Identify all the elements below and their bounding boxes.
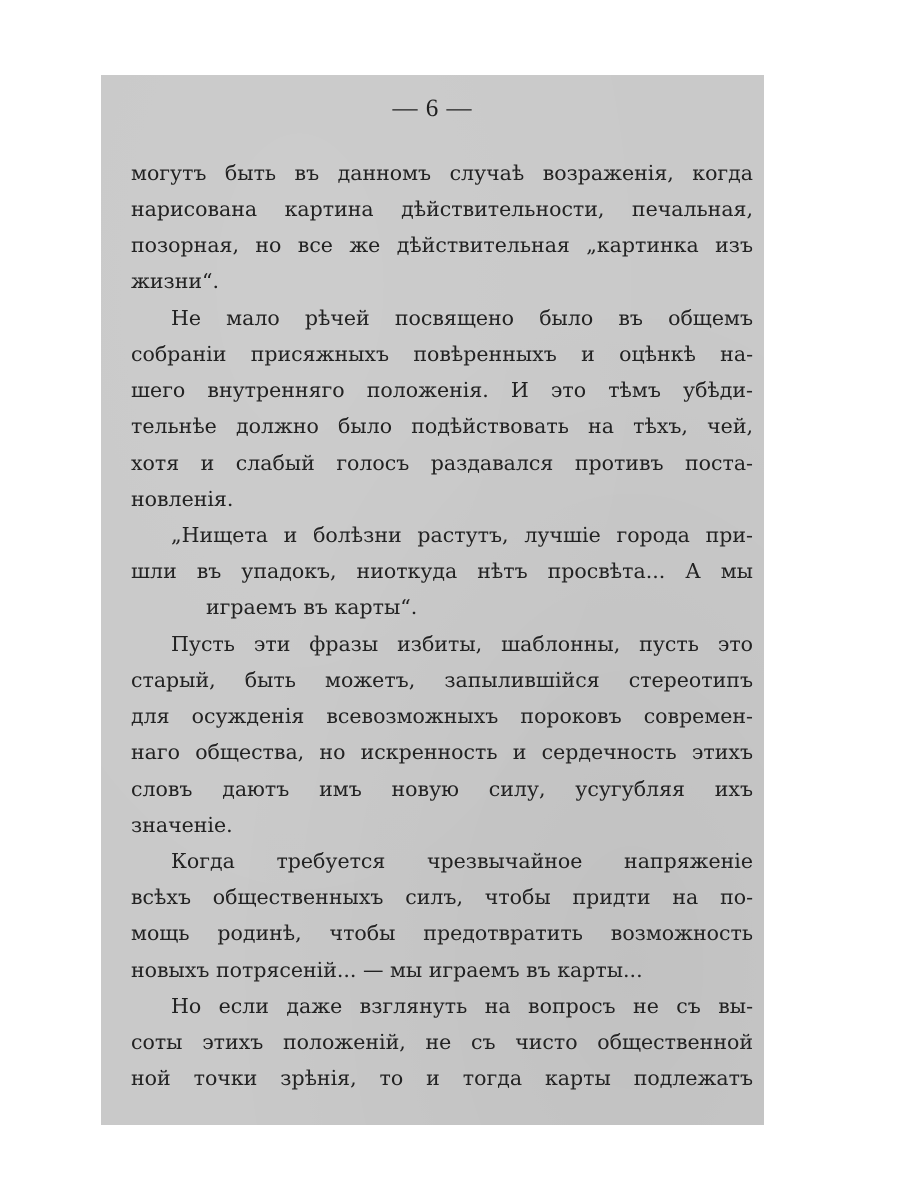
text-line: играемъ въ карты“. [206,595,418,619]
text-line: для осужденія всевозможныхъ пороковъ современ- [131,704,753,728]
text-line: соты этихъ положеній, не съ чисто общественной [131,1030,753,1054]
text-line: мощь родинѣ, чтобы предотвратить возможность [131,921,753,945]
text-line: новленія. [131,487,234,511]
text-line: Не мало рѣчей посвящено было въ общемъ [171,306,753,330]
text-line: Но если даже взглянуть на вопросъ не съ вы- [171,994,753,1018]
text-line: старый, быть можетъ, запылившійся стереотипъ [131,668,753,692]
text-line: собраніи присяжныхъ повѣренныхъ и оцѣнкѣ на- [131,342,753,366]
text-line: хотя и слабый голосъ раздавался противъ поста- [131,451,753,475]
text-line: новыхъ потрясеній... — мы играемъ въ карты... [131,958,643,982]
text-line: шли въ упадокъ, ниоткуда нѣтъ просвѣта... А мы [131,559,753,583]
text-line: наго общества, но искренность и сердечность этихъ [131,740,753,764]
text-line: всѣхъ общественныхъ силъ, чтобы придти на по- [131,885,753,909]
text-line: значеніе. [131,813,233,837]
scanned-page [101,75,764,1125]
text-line: словъ даютъ имъ новую силу, усугубляя ихъ [131,777,753,801]
text-line: тельнѣе должно было подѣйствовать на тѣхъ, чей, [131,414,753,438]
text-line: Пусть эти фразы избиты, шаблонны, пусть это [171,632,753,656]
text-line: нарисована картина дѣйствительности, печальная, [131,197,753,221]
text-line: могутъ быть въ данномъ случаѣ возраженія, когда [131,161,753,185]
page-number: — 6 — [392,95,473,122]
text-line: Когда требуется чрезвычайное напряженіе [171,849,753,873]
text-line: жизни“. [131,269,220,293]
text-line: ной точки зрѣнія, то и тогда карты подлежатъ [131,1066,753,1090]
text-line: шего внутренняго положенія. И это тѣмъ убѣди- [131,378,753,402]
text-line: позорная, но все же дѣйствительная „картинка изъ [131,233,753,257]
text-line: „Нищета и болѣзни растутъ, лучшіе города при- [171,523,753,547]
